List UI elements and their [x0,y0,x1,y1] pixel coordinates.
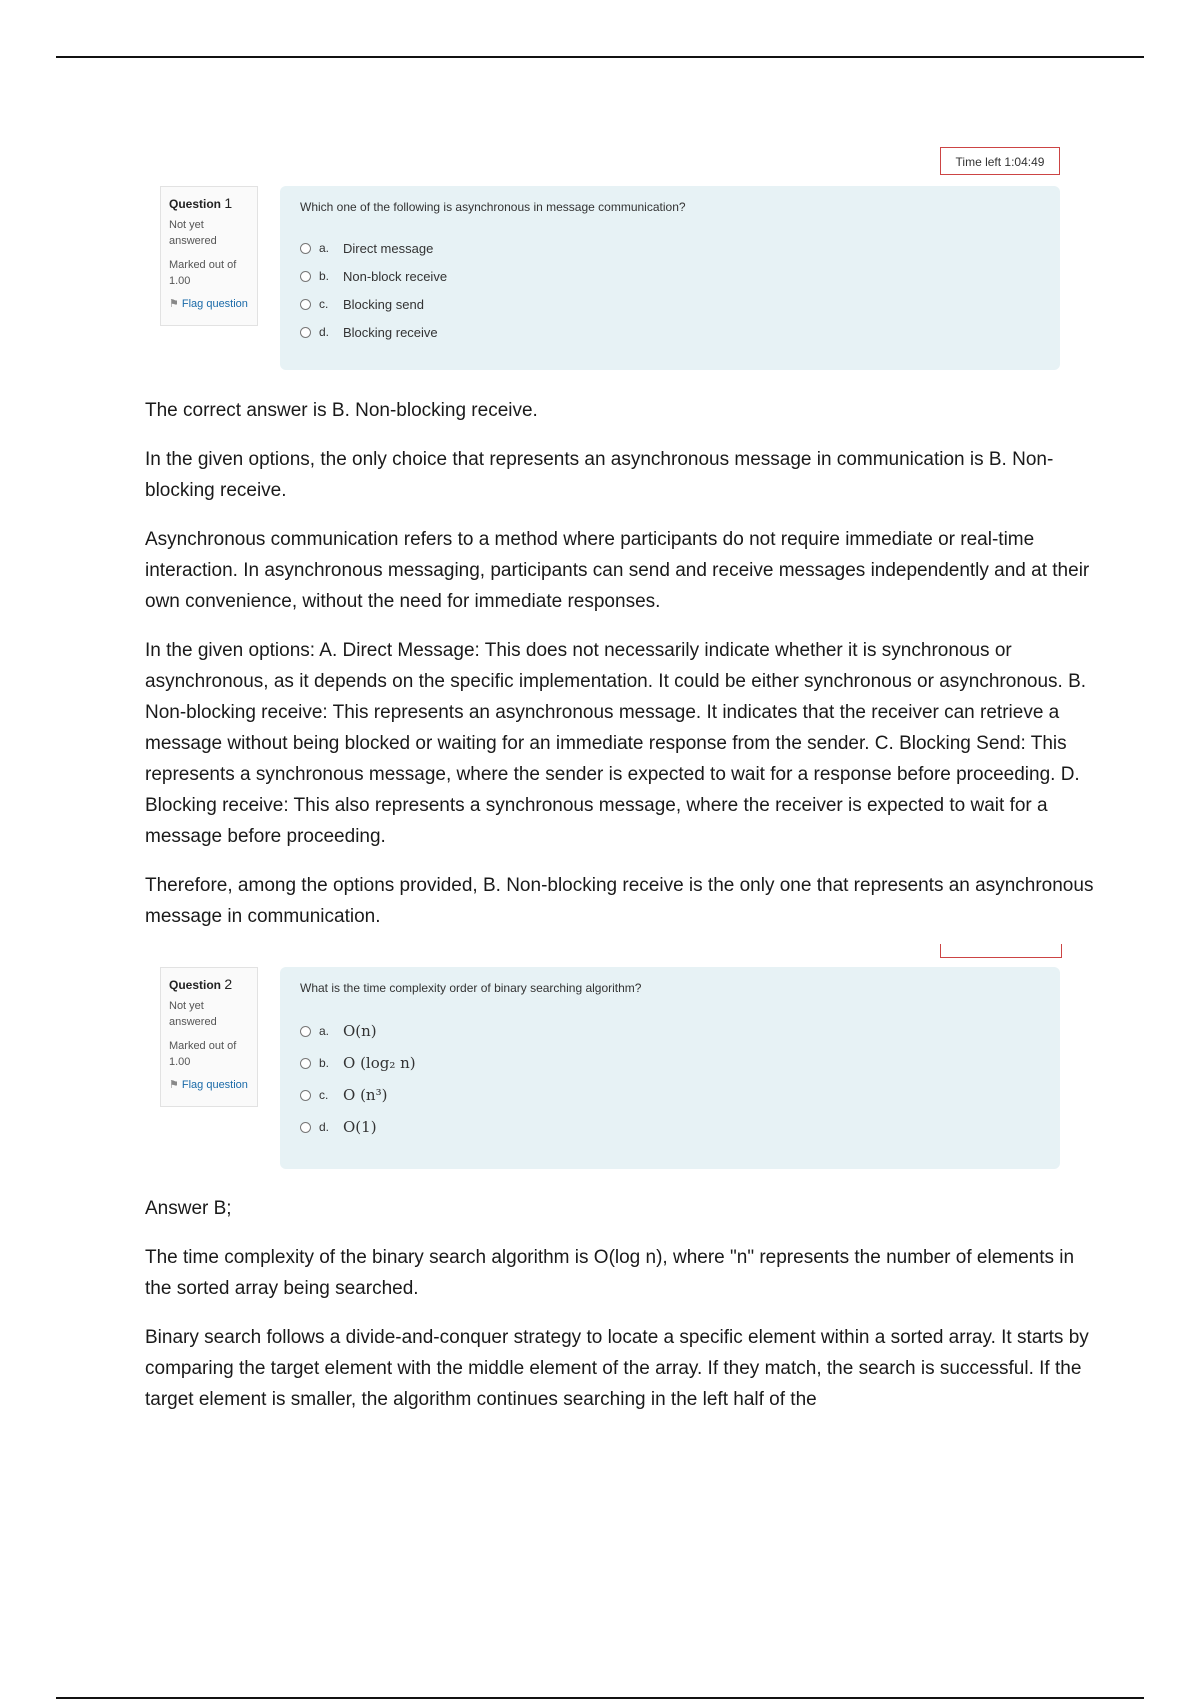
radio-button[interactable] [300,327,311,338]
question-1-flag-link[interactable]: ⚑ Flag question [169,298,248,310]
question-1-option-c[interactable]: c. Blocking send [300,290,1040,318]
time-left-badge-cropped [940,944,1062,958]
question-2-marks: Marked out of 1.00 [169,1040,237,1068]
question-1-option-d[interactable]: d. Blocking receive [300,318,1040,346]
flag-icon: ⚑ [169,298,179,310]
question-2-text: What is the time complexity order of binary searching algorithm? [300,981,642,995]
explanation-1-paragraph: Therefore, among the options provided, B. Non-blocking receive is the only one that represents an asynchronous message in communication. [145,875,1094,927]
radio-button[interactable] [300,299,311,310]
radio-button[interactable] [300,271,311,282]
radio-button[interactable] [300,243,311,254]
question-1-option-b[interactable]: b. Non-block receive [300,262,1040,290]
question-1-text: Which one of the following is asynchronous in message communication? [300,200,686,214]
explanation-2-answer: Answer B; [145,1198,232,1219]
explanation-1 [145,395,1105,932]
bottom-rule [56,1697,1144,1699]
question-2-flag-link[interactable]: ⚑ Flag question [169,1079,248,1091]
explanation-1-paragraph: In the given options, the only choice that represents an asynchronous message in communication is B. Non-blocking receive. [145,449,1054,501]
explanation-2-paragraph: The time complexity of the binary search algorithm is O(log n), where "n" represents the number of elements in the sorted array being searched. [145,1247,1075,1299]
question-1-marks: Marked out of 1.00 [169,259,237,287]
question-2-option-a[interactable]: a. O(n) [300,1015,1040,1047]
question-2-info [160,967,258,1107]
explanation-1-paragraph: Asynchronous communication refers to a method where participants do not require immediate or real-time interaction. In asynchronous messaging, participants can send and receive messages independently and at their own convenience, without the need for immediate responses. [145,529,1090,612]
top-rule [56,56,1144,58]
question-2-number: Question 2 [169,976,233,992]
radio-button[interactable] [300,1058,311,1069]
question-1-option-a[interactable]: a. Direct message [300,234,1040,262]
flag-icon: ⚑ [169,1079,179,1091]
radio-button[interactable] [300,1026,311,1037]
question-2-status: Not yet answered [169,1000,217,1028]
question-2-option-d[interactable]: d. O(1) [300,1111,1040,1143]
explanation-2 [145,1193,1105,1415]
question-2-content [280,967,1060,1169]
explanation-1-answer: The correct answer is B. Non-blocking receive. [145,400,538,421]
question-1-info [160,186,258,326]
question-2-option-b[interactable]: b. O (log₂ n) [300,1047,1040,1079]
explanation-1-paragraph: In the given options: A. Direct Message: This does not necessarily indicate whether it is synchronous or asynchronous, as it depends on the specific implementation. It could be either synchronous or asynchronous. B. Non-blocking receive: This represents an asynchronous message. It indicates that the receiver can retrieve a message without being blocked or waiting for an immediate response from the sender. C. Blocking Send: This represents a synchronous message, where the sender is expected to wait for a response before proceeding. D. Blocking receive: This also represents a synchronous message, where the receiver is expected to wait for a message before proceeding. [145,640,1087,847]
question-2-option-c[interactable]: c. O (n³) [300,1079,1040,1111]
question-1-content [280,186,1060,370]
radio-button[interactable] [300,1122,311,1133]
time-left-badge: Time left 1:04:49 [940,147,1060,175]
explanation-2-paragraph: Binary search follows a divide-and-conquer strategy to locate a specific element within a sorted array. It starts by comparing the target element with the middle element of the array. If they match, the search is successful. If the target element is smaller, the algorithm continues searching in the left half of the [145,1327,1089,1410]
radio-button[interactable] [300,1090,311,1101]
question-1-status: Not yet answered [169,219,217,247]
question-1-number: Question 1 [169,195,233,211]
